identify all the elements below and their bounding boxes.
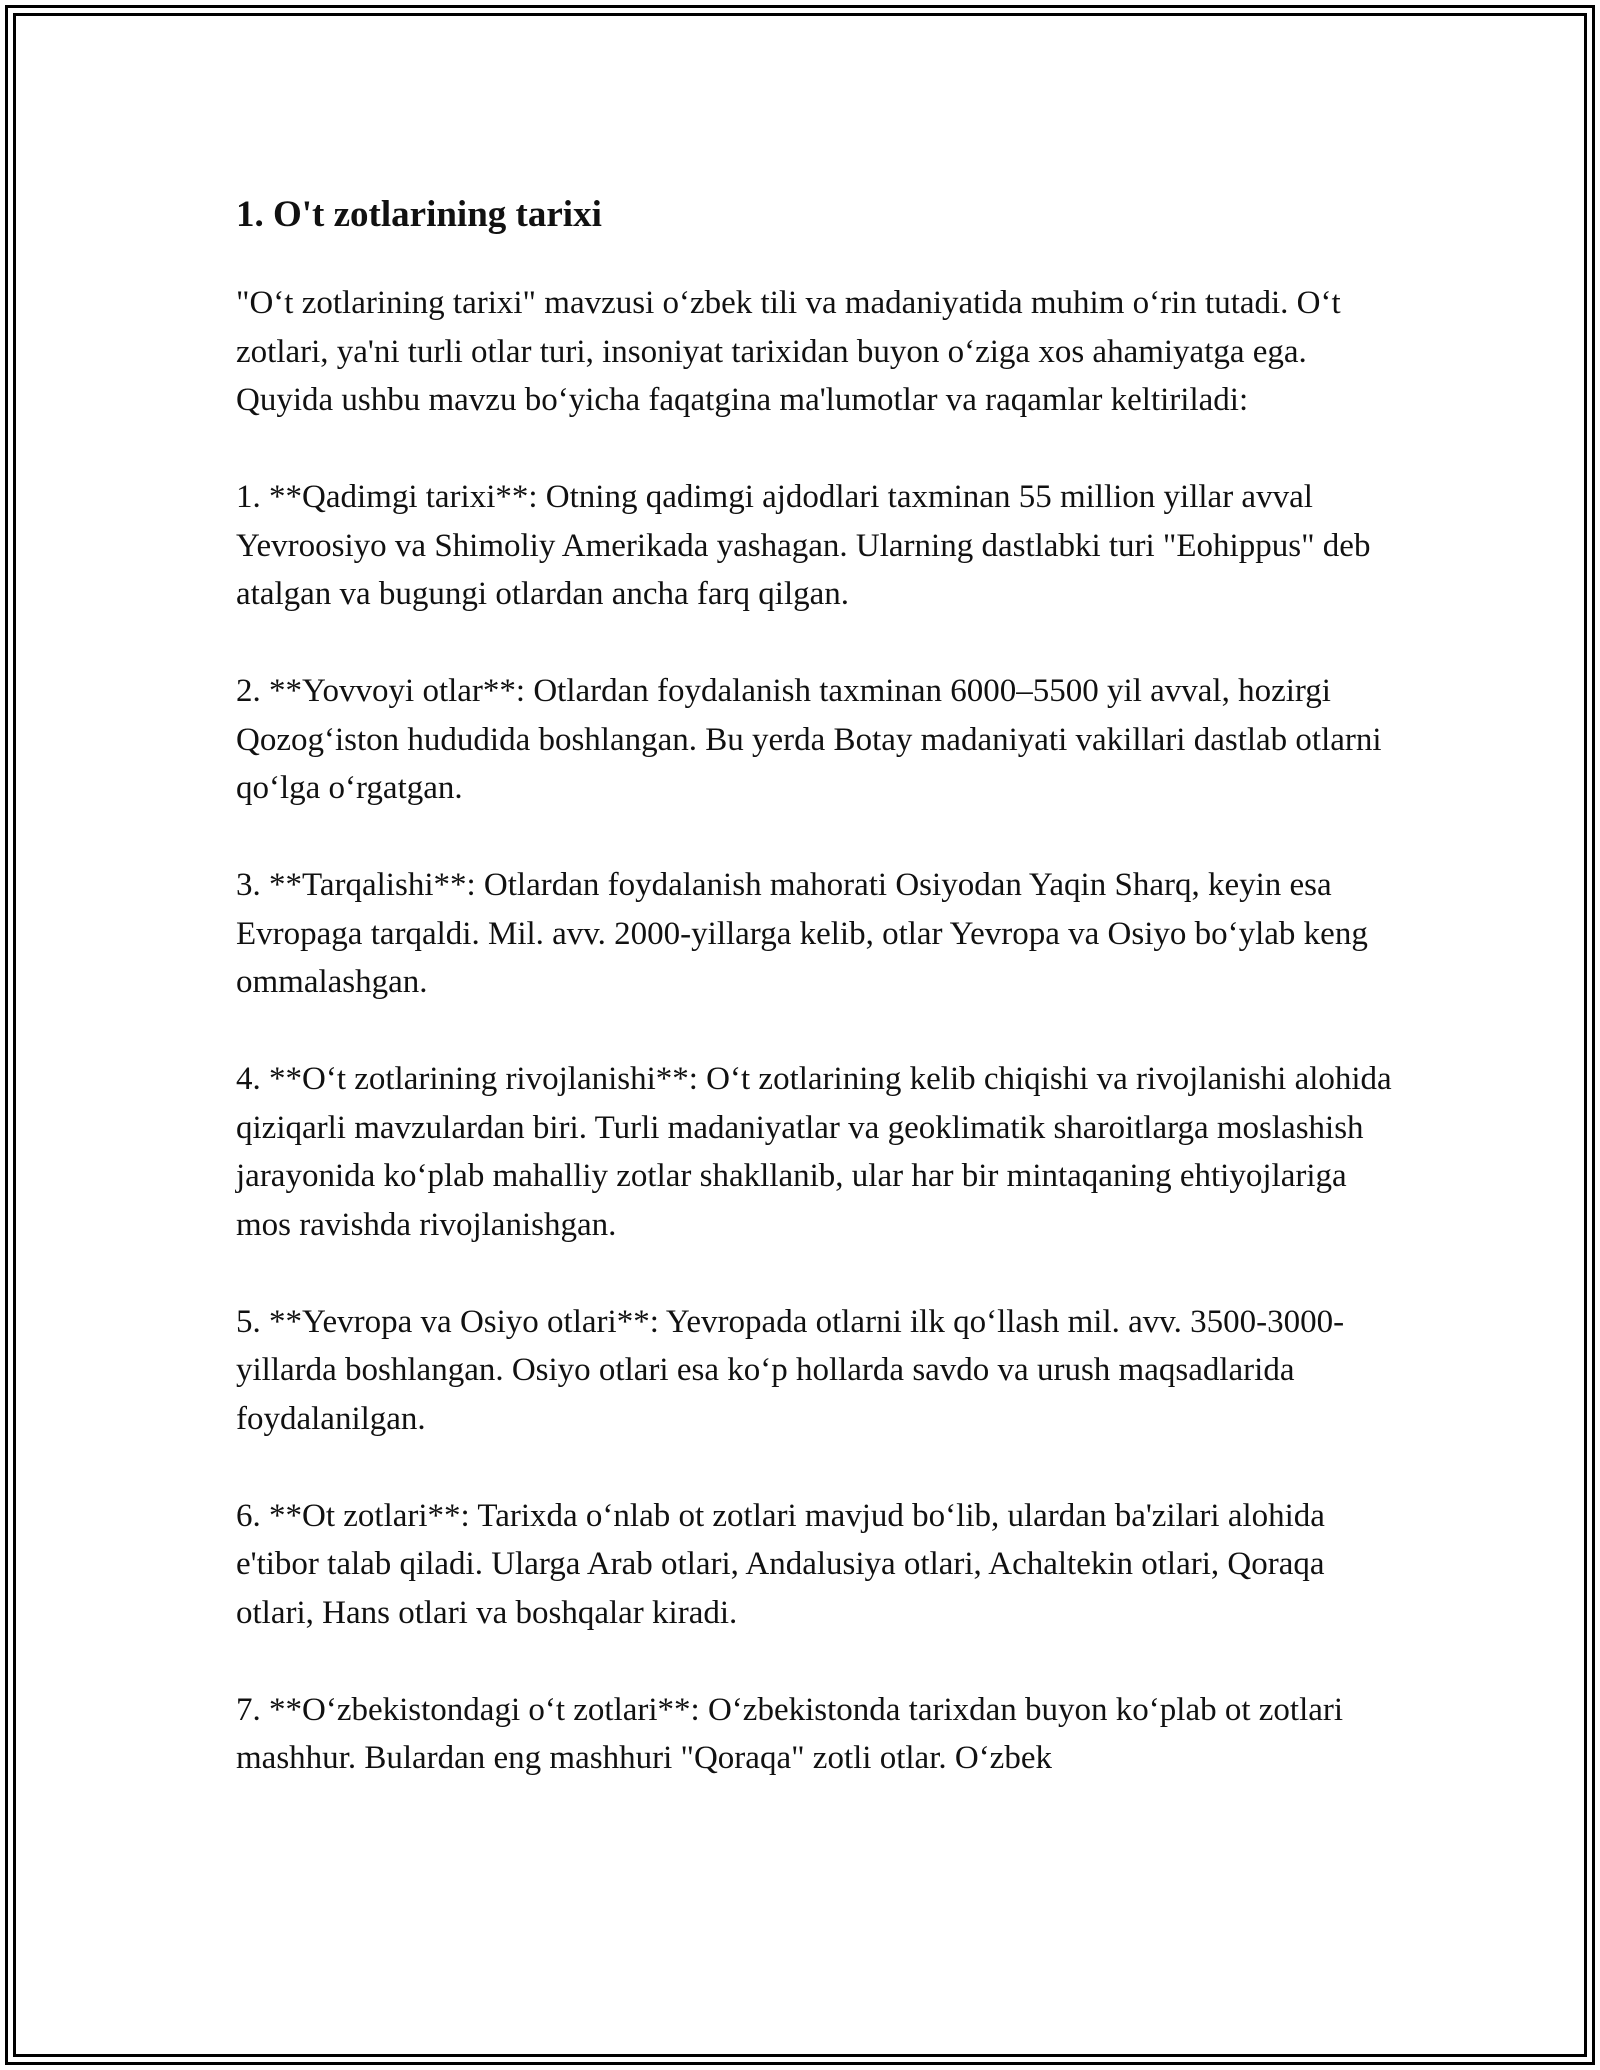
page-title: 1. O't zotlarining tarixi <box>236 194 602 235</box>
paragraph-wild-horses: 2. **Yovvoyi otlar**: Otlardan foydalanish taxminan 6000–5500 yil avval, hozirgi Qozog‘iston hududida boshlangan. Bu yerda Botay madaniyati vakillari dastlab otlarni qo‘lga o‘rgatgan. <box>236 673 1382 806</box>
paragraph-ancient-history: 1. **Qadimgi tarixi**: Otning qadimgi ajdodlari taxminan 55 million yillar avval Yevroosiyo va Shimoliy Amerikada yashagan. Ularning dastlabki turi "Eohippus" deb atalgan va bugungi otlardan ancha farq qilgan. <box>236 479 1371 612</box>
paragraph-spread: 3. **Tarqalishi**: Otlardan foydalanish mahorati Osiyodan Yaqin Sharq, keyin esa Evropaga tarqaldi. Mil. avv. 2000-yillarga kelib, otlar Yevropa va Osiyo bo‘ylab keng ommalashgan. <box>236 867 1368 1000</box>
document-body <box>236 185 1396 1831</box>
paragraph-europe-asia-horses: 5. **Yevropa va Osiyo otlari**: Yevropada otlarni ilk qo‘llash mil. avv. 3500-3000-yillarda boshlangan. Osiyo otlari esa ko‘p hollarda savdo va urush maqsadlarida foydalanilgan. <box>236 1303 1345 1437</box>
paragraph-uzbekistan-breeds: 7. **O‘zbekistondagi o‘t zotlari**: O‘zbekistonda tarixdan buyon ko‘plab ot zotlari mashhur. Bulardan eng mashhuri "Qoraqa" zotli otlar. O‘zbek <box>236 1691 1344 1776</box>
intro-paragraph: "O‘t zotlarining tarixi" mavzusi o‘zbek tili va madaniyatida muhim o‘rin tutadi. O‘t zotlari, ya'ni turli otlar turi, insoniyat tarixidan buyon o‘ziga xos ahamiyatga ega. Quyida ushbu mavzu bo‘yicha faqatgina ma'lumotlar va raqamlar keltiriladi: <box>236 285 1341 418</box>
paragraph-horse-breeds: 6. **Ot zotlari**: Tarixda o‘nlab ot zotlari mavjud bo‘lib, ulardan ba'zilari alohida e'tibor talab qiladi. Ularga Arab otlari, Andalusiya otlari, Achaltekin otlari, Qoraqa otlari, Hans otlari va boshqalar kiradi. <box>236 1497 1325 1631</box>
paragraph-breed-development: 4. **O‘t zotlarining rivojlanishi**: O‘t zotlarining kelib chiqishi va rivojlanishi alohida qiziqarli mavzulardan biri. Turli madaniyatlar va geoklimatik sharoitlarga moslashish jarayonida ko‘plab mahalliy zotlar shakllanib, ular har bir mintaqaning ehtiyojlariga mos ravishda rivojlanishgan. <box>236 1061 1392 1243</box>
